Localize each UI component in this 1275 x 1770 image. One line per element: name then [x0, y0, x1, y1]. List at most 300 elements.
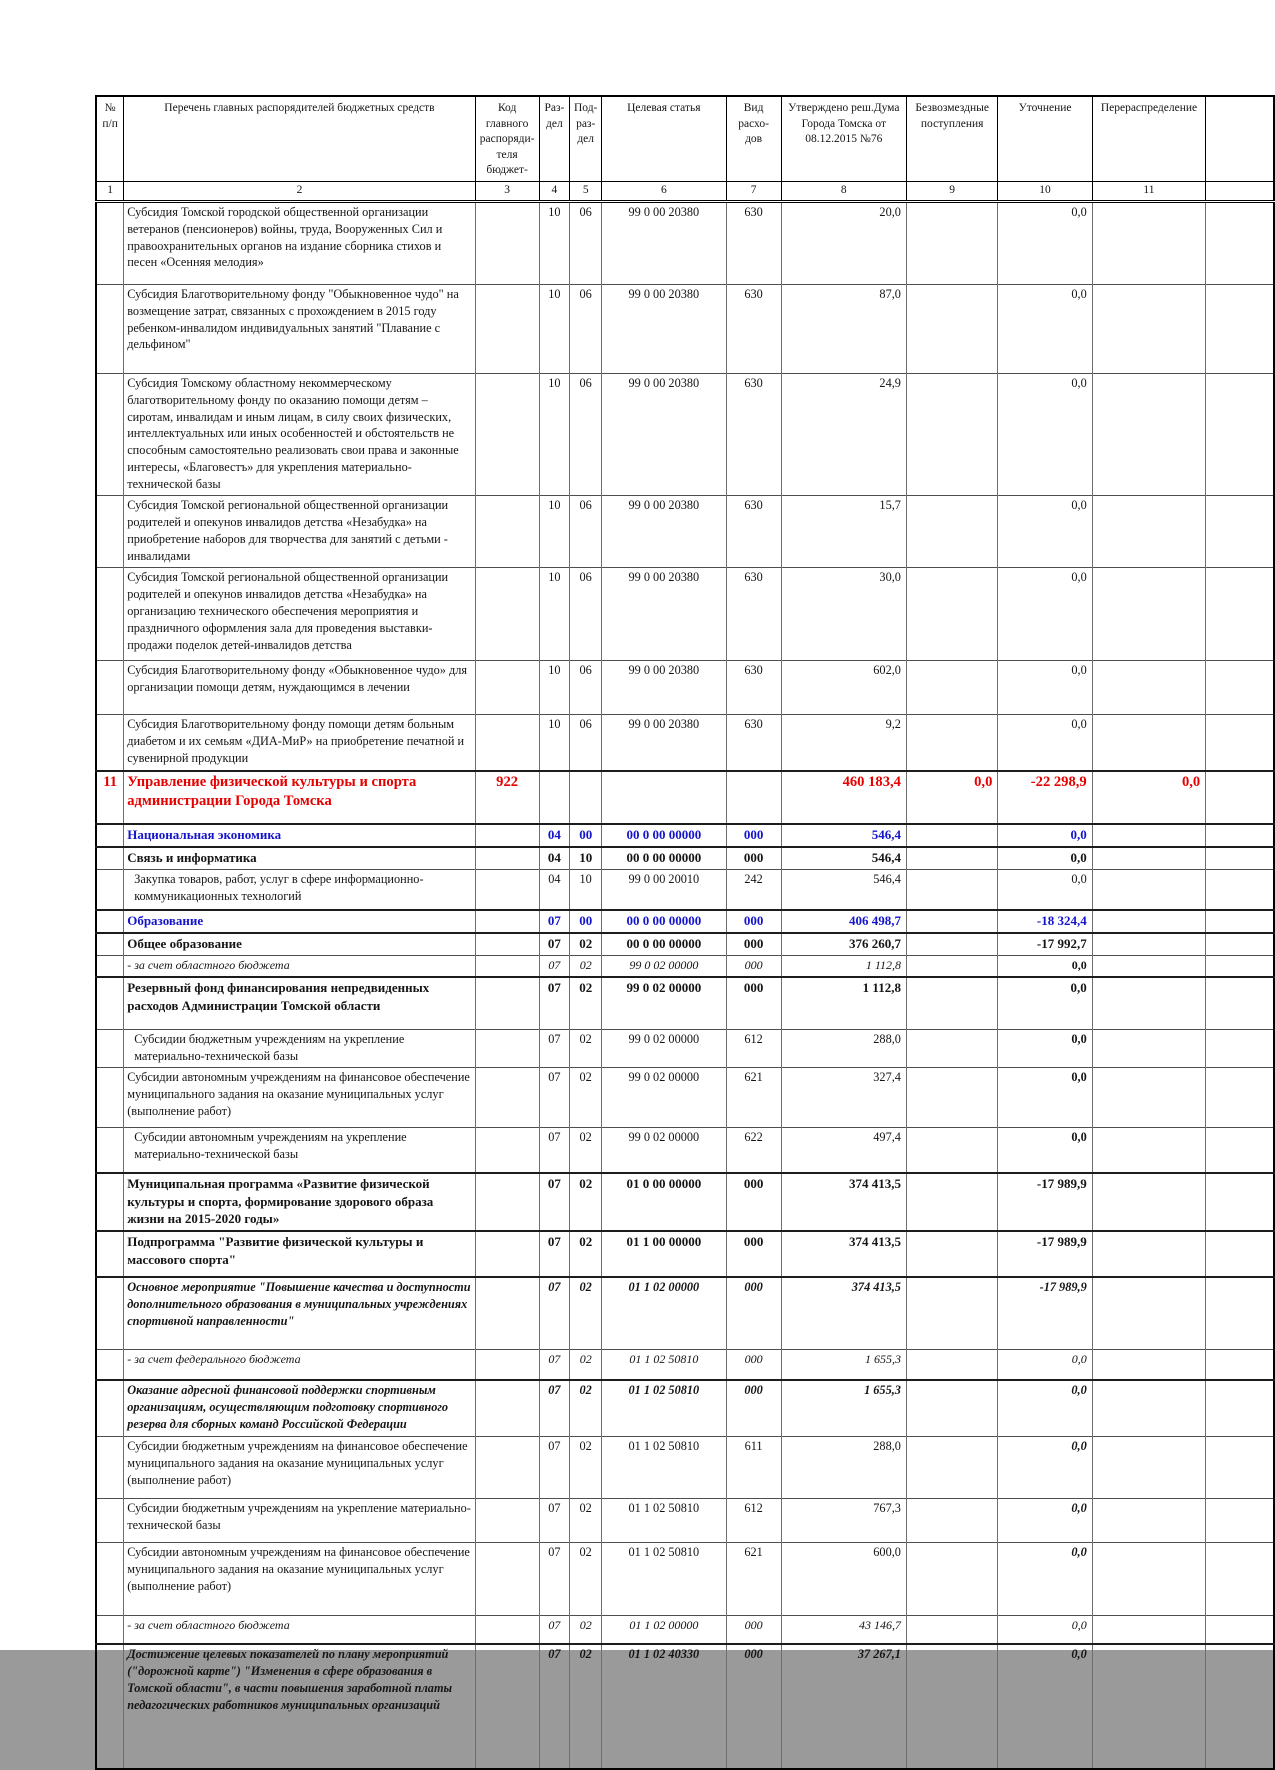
cell-subsection: 02	[570, 1231, 602, 1277]
cell-expense-type: 630	[726, 284, 781, 373]
cell-administrator-code	[475, 1644, 539, 1769]
cell-gratuitous	[906, 1499, 997, 1543]
cell-name: - за счет областного бюджета	[124, 956, 476, 977]
cell-administrator-code	[475, 715, 539, 772]
cell-subsection: 10	[570, 870, 602, 911]
cell-administrator-code	[475, 1616, 539, 1645]
cell-target-article: 00 0 00 00000	[602, 824, 726, 847]
col-gratuitous-receipts: Безвозмездные поступления	[906, 96, 997, 181]
cell-adjustment	[998, 1499, 1092, 1543]
cell-expense-type: 000	[726, 1231, 781, 1277]
cell-section: 07	[539, 1231, 570, 1277]
cell-redistribution	[1092, 1543, 1205, 1616]
cell-gratuitous	[906, 715, 997, 772]
cell-clipped	[1206, 1616, 1274, 1645]
cell-target-article: 99 0 00 20380	[602, 284, 726, 373]
cell-target-article	[602, 771, 726, 824]
cell-redistribution	[1092, 661, 1205, 715]
table-row	[96, 1543, 1274, 1616]
col-adjustment: Уточнение	[998, 96, 1092, 181]
cell-adjustment: 0,0	[998, 568, 1092, 661]
cell-target-article: 01 1 02 50810	[602, 1380, 726, 1437]
cell-expense-type: 621	[726, 1543, 781, 1616]
cell-gratuitous	[906, 373, 997, 496]
cell-gratuitous	[906, 1127, 997, 1173]
col-redistribution: Перераспределение	[1092, 96, 1205, 181]
cell-name: Субсидия Благотворительному фонду "Обыкновенное чудо" на возмещение затрат, связанных с прохождением в 2015 году ребенком-инвалидом индивидуальных занятий "Плавание с дельфином"	[124, 284, 476, 373]
cell-target-article: 01 1 00 00000	[602, 1231, 726, 1277]
cell-section: 07	[539, 1277, 570, 1350]
cell-name: Связь и информатика	[124, 847, 476, 869]
table-row	[96, 1029, 1274, 1067]
table-row	[96, 568, 1274, 661]
cell-redistribution	[1092, 824, 1205, 847]
cell-gratuitous	[906, 824, 997, 847]
cell-section: 10	[539, 373, 570, 496]
cell-clipped	[1206, 661, 1274, 715]
cell-adjustment: 0,0	[998, 870, 1092, 911]
col-administrator-code: Код главного распоряди- теля бюджет-	[475, 96, 539, 181]
cell-subsection: 02	[570, 1543, 602, 1616]
cell-approved: 1 112,8	[781, 956, 906, 977]
table-row	[96, 977, 1274, 1030]
cell-section: 04	[539, 847, 570, 869]
cell-expense-type: 000	[726, 847, 781, 869]
cell-target-article: 99 0 00 20380	[602, 715, 726, 772]
cell-administrator-code	[475, 1173, 539, 1232]
cell-section: 07	[539, 1543, 570, 1616]
cell-clipped	[1206, 977, 1274, 1030]
cell-administrator-code	[475, 956, 539, 977]
cell-redistribution	[1092, 1067, 1205, 1127]
cell-target-article: 99 0 02 00000	[602, 1029, 726, 1067]
cell-gratuitous	[906, 568, 997, 661]
cell-adjustment: 0,0	[998, 496, 1092, 568]
cell-section: 07	[539, 1127, 570, 1173]
cell-expense-type: 000	[726, 824, 781, 847]
cell-administrator-code	[475, 977, 539, 1030]
cell-clipped	[1206, 1231, 1274, 1277]
col-index-9: 9	[906, 181, 997, 201]
cell-approved: 374 413,5	[781, 1277, 906, 1350]
cell-gratuitous	[906, 661, 997, 715]
header-numbers-row	[96, 181, 1274, 201]
cell-gratuitous	[906, 870, 997, 911]
cell-target-article: 99 0 00 20380	[602, 661, 726, 715]
table-row	[96, 870, 1274, 911]
adjustment-value: 0,0	[1071, 1069, 1087, 1084]
cell-section: 07	[539, 1029, 570, 1067]
cell-adjustment	[998, 1127, 1092, 1173]
cell-redistribution	[1092, 1127, 1205, 1173]
cell-subsection: 06	[570, 661, 602, 715]
cell-gratuitous: 0,0	[906, 771, 997, 824]
cell-name: Оказание адресной финансовой поддержки спортивным организациям, осуществляющим подготовку спортивного резерва для сборных команд Российской Федерации	[124, 1380, 476, 1437]
cell-clipped	[1206, 1029, 1274, 1067]
cell-adjustment: 0,0	[998, 824, 1092, 847]
cell-approved: 87,0	[781, 284, 906, 373]
col-index-2: 2	[124, 181, 476, 201]
table-row	[96, 1380, 1274, 1437]
cell-subsection: 02	[570, 1437, 602, 1499]
cell-redistribution	[1092, 910, 1205, 933]
cell-subsection: 06	[570, 201, 602, 284]
cell-number	[96, 1127, 124, 1173]
cell-subsection: 02	[570, 1499, 602, 1543]
cell-administrator-code	[475, 1029, 539, 1067]
table-row	[96, 373, 1274, 496]
cell-gratuitous	[906, 1543, 997, 1616]
table-row	[96, 1616, 1274, 1645]
table-row	[96, 1277, 1274, 1350]
cell-redistribution	[1092, 568, 1205, 661]
cell-approved: 37 267,1	[781, 1644, 906, 1769]
cell-name: Образование	[124, 910, 476, 933]
cell-target-article: 01 0 00 00000	[602, 1173, 726, 1232]
cell-section: 10	[539, 715, 570, 772]
col-index-8: 8	[781, 181, 906, 201]
cell-approved: 327,4	[781, 1067, 906, 1127]
adjustment-value: 0,0	[1071, 1439, 1087, 1454]
cell-name: - за счет областного бюджета	[124, 1616, 476, 1645]
adjustment-value: 0,0	[1071, 1501, 1087, 1516]
table-header	[96, 96, 1274, 201]
cell-clipped	[1206, 1277, 1274, 1350]
cell-expense-type: 000	[726, 1277, 781, 1350]
cell-gratuitous	[906, 1380, 997, 1437]
cell-expense-type: 000	[726, 1380, 781, 1437]
cell-subsection: 10	[570, 847, 602, 869]
col-target-article: Целевая статья	[602, 96, 726, 181]
cell-gratuitous	[906, 284, 997, 373]
cell-adjustment	[998, 1543, 1092, 1616]
cell-number	[96, 1277, 124, 1350]
cell-redistribution	[1092, 870, 1205, 911]
cell-adjustment	[998, 1437, 1092, 1499]
cell-redistribution	[1092, 1644, 1205, 1769]
cell-administrator-code	[475, 1380, 539, 1437]
cell-name: Субсидия Благотворительному фонду «Обыкновенное чудо» для организации помощи детям, нуждающимся в лечении	[124, 661, 476, 715]
cell-target-article: 99 0 02 00000	[602, 956, 726, 977]
cell-expense-type: 612	[726, 1029, 781, 1067]
cell-expense-type: 630	[726, 496, 781, 568]
cell-redistribution	[1092, 956, 1205, 977]
cell-administrator-code	[475, 870, 539, 911]
cell-section: 10	[539, 568, 570, 661]
cell-approved: 600,0	[781, 1543, 906, 1616]
budget-table	[95, 95, 1275, 1770]
cell-redistribution	[1092, 1350, 1205, 1381]
cell-section: 10	[539, 284, 570, 373]
cell-redistribution	[1092, 284, 1205, 373]
table-row	[96, 496, 1274, 568]
cell-approved: 15,7	[781, 496, 906, 568]
cell-subsection: 02	[570, 1380, 602, 1437]
cell-expense-type: 612	[726, 1499, 781, 1543]
cell-gratuitous	[906, 977, 997, 1030]
cell-number	[96, 661, 124, 715]
cell-adjustment: 0,0	[998, 1616, 1092, 1645]
cell-target-article: 00 0 00 00000	[602, 910, 726, 933]
cell-adjustment: 0,0	[998, 201, 1092, 284]
table-row	[96, 1499, 1274, 1543]
cell-target-article: 99 0 02 00000	[602, 1127, 726, 1173]
cell-administrator-code	[475, 1231, 539, 1277]
cell-adjustment	[998, 1067, 1092, 1127]
table-row	[96, 771, 1274, 824]
cell-expense-type: 622	[726, 1127, 781, 1173]
cell-number	[96, 1380, 124, 1437]
cell-approved: 497,4	[781, 1127, 906, 1173]
cell-section: 07	[539, 1173, 570, 1232]
cell-administrator-code	[475, 661, 539, 715]
cell-gratuitous	[906, 1437, 997, 1499]
cell-gratuitous	[906, 1067, 997, 1127]
cell-expense-type: 000	[726, 977, 781, 1030]
cell-number	[96, 1543, 124, 1616]
table-row	[96, 847, 1274, 869]
cell-name: Субсидия Томской региональной общественной организации родителей и опекунов инвалидов детства «Незабудка» на приобретение наборов для творчества для занятий с детьми - инвалидами	[124, 496, 476, 568]
cell-number	[96, 956, 124, 977]
cell-name: Муниципальная программа «Развитие физической культуры и спорта, формирование здорового образа жизни на 2015-2020 годы»	[124, 1173, 476, 1232]
cell-name: Субсидия Благотворительному фонду помощи детям больным диабетом и их семьям «ДИА-МиР» на приобретение печатной и сувенирной продукции	[124, 715, 476, 772]
col-index-11: 11	[1092, 181, 1205, 201]
table-body	[96, 201, 1274, 1769]
cell-clipped	[1206, 933, 1274, 955]
cell-subsection: 02	[570, 1127, 602, 1173]
cell-redistribution	[1092, 1029, 1205, 1067]
cell-approved: 1 655,3	[781, 1350, 906, 1381]
cell-approved: 460 183,4	[781, 771, 906, 824]
table-row	[96, 715, 1274, 772]
cell-clipped	[1206, 1543, 1274, 1616]
table-row	[96, 910, 1274, 933]
cell-section: 07	[539, 933, 570, 955]
cell-name: Основное мероприятие "Повышение качества и доступности дополнительного образования в муниципальных учреждениях спортивной направленности"	[124, 1277, 476, 1350]
cell-adjustment: 0,0	[998, 977, 1092, 1030]
cell-clipped	[1206, 1173, 1274, 1232]
cell-name: Общее образование	[124, 933, 476, 955]
cell-gratuitous	[906, 1350, 997, 1381]
cell-redistribution	[1092, 715, 1205, 772]
cell-administrator-code	[475, 1350, 539, 1381]
cell-number	[96, 284, 124, 373]
cell-administrator-code	[475, 496, 539, 568]
cell-gratuitous	[906, 1029, 997, 1067]
cell-name: Субсидии бюджетным учреждениям на финансовое обеспечение муниципального задания на оказание муниципальных услуг (выполнение работ)	[124, 1437, 476, 1499]
cell-expense-type: 000	[726, 1616, 781, 1645]
cell-gratuitous	[906, 1231, 997, 1277]
table-row	[96, 1067, 1274, 1127]
cell-subsection: 06	[570, 373, 602, 496]
cell-expense-type: 630	[726, 568, 781, 661]
cell-approved: 30,0	[781, 568, 906, 661]
col-number: № п/п	[96, 96, 124, 181]
cell-gratuitous	[906, 847, 997, 869]
cell-section: 04	[539, 870, 570, 911]
cell-name: Субсидии автономным учреждениям на финансовое обеспечение муниципального задания на оказание муниципальных услуг (выполнение работ)	[124, 1543, 476, 1616]
cell-clipped	[1206, 956, 1274, 977]
cell-target-article: 01 1 02 00000	[602, 1616, 726, 1645]
table-row	[96, 1437, 1274, 1499]
cell-administrator-code	[475, 284, 539, 373]
cell-clipped	[1206, 496, 1274, 568]
cell-section: 10	[539, 496, 570, 568]
cell-redistribution	[1092, 1173, 1205, 1232]
cell-number	[96, 1350, 124, 1381]
cell-target-article: 99 0 02 00000	[602, 1067, 726, 1127]
cell-section: 07	[539, 1350, 570, 1381]
cell-subsection: 06	[570, 284, 602, 373]
cell-number	[96, 933, 124, 955]
cell-section: 04	[539, 824, 570, 847]
cell-clipped	[1206, 284, 1274, 373]
cell-target-article: 00 0 00 00000	[602, 933, 726, 955]
cell-expense-type: 630	[726, 661, 781, 715]
cell-approved: 602,0	[781, 661, 906, 715]
col-recipients: Перечень главных распорядителей бюджетных средств	[124, 96, 476, 181]
cell-redistribution	[1092, 1499, 1205, 1543]
cell-section: 07	[539, 956, 570, 977]
cell-gratuitous	[906, 1173, 997, 1232]
cell-clipped	[1206, 824, 1274, 847]
cell-target-article: 99 0 00 20380	[602, 373, 726, 496]
adjustment-value: 0,0	[1071, 1545, 1087, 1560]
col-index-clipped	[1206, 181, 1274, 201]
cell-approved: 288,0	[781, 1437, 906, 1499]
cell-subsection: 02	[570, 1067, 602, 1127]
cell-redistribution	[1092, 1277, 1205, 1350]
cell-expense-type: 000	[726, 1173, 781, 1232]
cell-target-article: 99 0 00 20010	[602, 870, 726, 911]
cell-subsection: 02	[570, 1644, 602, 1769]
cell-name: Национальная экономика	[124, 824, 476, 847]
cell-redistribution	[1092, 977, 1205, 1030]
cell-section: 07	[539, 1437, 570, 1499]
cell-name: Управление физической культуры и спорта администрации Города Томска	[124, 771, 476, 824]
cell-adjustment: -17 989,9	[998, 1277, 1092, 1350]
cell-administrator-code	[475, 373, 539, 496]
cell-subsection: 02	[570, 933, 602, 955]
cell-clipped	[1206, 847, 1274, 869]
cell-expense-type: 000	[726, 1644, 781, 1769]
cell-name: Субсидии автономным учреждениям на укрепление материально-технической базы	[124, 1127, 476, 1173]
cell-clipped	[1206, 715, 1274, 772]
cell-administrator-code	[475, 847, 539, 869]
cell-subsection: 02	[570, 956, 602, 977]
cell-number	[96, 1067, 124, 1127]
cell-adjustment: -17 989,9	[998, 1173, 1092, 1232]
cell-section: 07	[539, 1380, 570, 1437]
cell-administrator-code	[475, 201, 539, 284]
col-index-7: 7	[726, 181, 781, 201]
cell-approved: 546,4	[781, 847, 906, 869]
cell-redistribution	[1092, 1437, 1205, 1499]
cell-redistribution	[1092, 933, 1205, 955]
col-index-4: 4	[539, 181, 570, 201]
cell-redistribution	[1092, 1616, 1205, 1645]
cell-expense-type: 630	[726, 373, 781, 496]
cell-subsection	[570, 771, 602, 824]
cell-clipped	[1206, 201, 1274, 284]
cell-subsection: 02	[570, 1616, 602, 1645]
table-row	[96, 284, 1274, 373]
cell-section: 07	[539, 1616, 570, 1645]
cell-adjustment: 0,0	[998, 284, 1092, 373]
cell-target-article: 99 0 00 20380	[602, 201, 726, 284]
cell-expense-type	[726, 771, 781, 824]
cell-number	[96, 715, 124, 772]
cell-approved: 1 112,8	[781, 977, 906, 1030]
cell-target-article: 99 0 00 20380	[602, 568, 726, 661]
cell-target-article: 01 1 02 50810	[602, 1350, 726, 1381]
cell-administrator-code	[475, 1277, 539, 1350]
table-row	[96, 933, 1274, 955]
cell-name: Субсидии бюджетным учреждениям на укрепление материально-технической базы	[124, 1499, 476, 1543]
table-row	[96, 201, 1274, 284]
cell-gratuitous	[906, 956, 997, 977]
cell-expense-type: 000	[726, 1350, 781, 1381]
cell-number	[96, 1437, 124, 1499]
adjustment-value: 0,0	[1071, 1031, 1087, 1046]
cell-expense-type: 000	[726, 956, 781, 977]
cell-target-article: 01 1 02 00000	[602, 1277, 726, 1350]
cell-number	[96, 910, 124, 933]
cell-subsection: 02	[570, 1029, 602, 1067]
cell-number	[96, 496, 124, 568]
col-expense-type: Вид расхо- дов	[726, 96, 781, 181]
cell-expense-type: 611	[726, 1437, 781, 1499]
cell-number	[96, 1029, 124, 1067]
col-index-5: 5	[570, 181, 602, 201]
cell-subsection: 02	[570, 1173, 602, 1232]
cell-target-article: 01 1 02 40330	[602, 1644, 726, 1769]
cell-name: Субсидия Томскому областному некоммерческому благотворительному фонду по оказанию помощи детям – сиротам, инвалидам и иным лицам, в силу своих физических, интеллектуальных или иных особенностей и обстоятельств не способным самостоятельно реализовать свои права и законные интересы, «Благовестъ» для укрепления материально-технической базы	[124, 373, 476, 496]
cell-approved: 374 413,5	[781, 1231, 906, 1277]
cell-administrator-code	[475, 1127, 539, 1173]
cell-administrator-code	[475, 910, 539, 933]
cell-clipped	[1206, 373, 1274, 496]
cell-section: 07	[539, 1499, 570, 1543]
cell-number	[96, 1231, 124, 1277]
cell-gratuitous	[906, 201, 997, 284]
col-approved: Утверждено реш.Дума Города Томска от 08.12.2015 №76	[781, 96, 906, 181]
cell-subsection: 02	[570, 1350, 602, 1381]
col-clipped	[1206, 96, 1274, 181]
cell-clipped	[1206, 1499, 1274, 1543]
table-row	[96, 956, 1274, 977]
cell-adjustment: 0,0	[998, 1380, 1092, 1437]
cell-administrator-code: 922	[475, 771, 539, 824]
cell-clipped	[1206, 910, 1274, 933]
header-labels-row	[96, 96, 1274, 181]
cell-redistribution	[1092, 496, 1205, 568]
cell-clipped	[1206, 771, 1274, 824]
table-row	[96, 1644, 1274, 1769]
cell-adjustment	[998, 956, 1092, 977]
cell-number	[96, 1616, 124, 1645]
cell-approved: 376 260,7	[781, 933, 906, 955]
col-index-3: 3	[475, 181, 539, 201]
cell-clipped	[1206, 870, 1274, 911]
cell-section	[539, 771, 570, 824]
col-index-1: 1	[96, 181, 124, 201]
cell-adjustment: 0,0	[998, 715, 1092, 772]
cell-approved: 406 498,7	[781, 910, 906, 933]
cell-gratuitous	[906, 1644, 997, 1769]
cell-adjustment: 0,0	[998, 373, 1092, 496]
cell-clipped	[1206, 568, 1274, 661]
